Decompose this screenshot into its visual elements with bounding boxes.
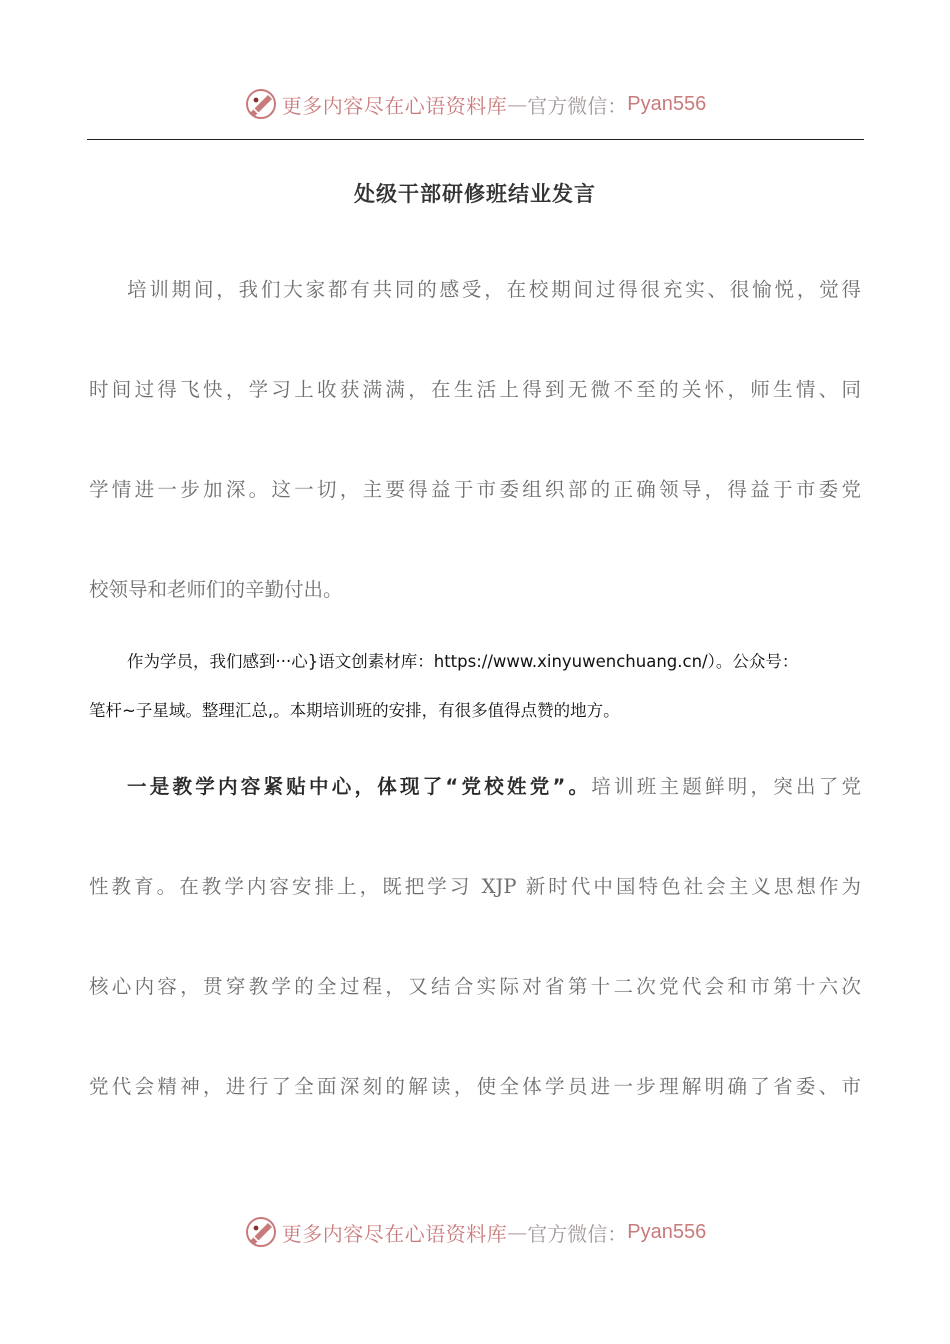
para1-line-3: 学情进一步加深。这一切，主要得益于市委组织部的正确领导，得益于市委党 <box>89 478 861 501</box>
page-header <box>0 82 950 126</box>
header-wechat-label: 官方微信： <box>527 93 628 118</box>
page-footer <box>0 1210 950 1254</box>
para1-line-2: 时间过得飞快，学习上收获满满，在生活上得到无微不至的关怀，师生情、同 <box>89 378 861 401</box>
para3-line-3: 核心内容，贯穿教学的全过程，又结合实际对省第十二次党代会和市第十六次 <box>89 975 861 998</box>
para3-line-2: 性教育。在教学内容安排上，既把学习 XJP 新时代中国特色社会主义思想作为 <box>89 875 861 898</box>
footer-separator: — <box>507 1220 528 1244</box>
footer-brand <box>244 1215 706 1249</box>
header-separator: — <box>507 92 528 116</box>
para2-line-2: 笔杆~子星域。整理汇总,。本期培训班的安排，有很多值得点赞的地方。 <box>89 701 620 720</box>
para3-line-1-text: 培训班主题鲜明，突出了党 <box>591 775 861 798</box>
para3-line-4: 党代会精神，进行了全面深刻的解读，使全体学员进一步理解明确了省委、市 <box>89 1075 861 1098</box>
footer-wechat-id: Pyan556 <box>627 1220 707 1243</box>
pen-logo-icon <box>244 1215 278 1249</box>
para2-line-1: 作为学员，我们感到···心}语文创素材库：https://www.xinyuwenchuang.cn/）。公众号： <box>127 652 799 671</box>
header-divider <box>87 139 864 140</box>
para1-line-1: 培训期间，我们大家都有共同的感受，在校期间过得很充实、很愉悦，觉得 <box>127 278 861 301</box>
para3-bold-lead: 一是教学内容紧贴中心，体现了“党校姓党”。 <box>127 775 592 798</box>
header-brand <box>244 87 706 121</box>
pen-logo-icon <box>244 87 278 121</box>
document-title: 处级干部研修班结业发言 <box>354 182 596 206</box>
para1-line-4: 校领导和老师们的辛勤付出。 <box>89 578 343 601</box>
header-wechat-id: Pyan556 <box>627 92 707 115</box>
footer-wechat-label: 官方微信： <box>527 1221 628 1246</box>
footer-brand-text: 更多内容尽在心语资料库 <box>281 1221 508 1246</box>
header-brand-text: 更多内容尽在心语资料库 <box>281 93 508 118</box>
para3-line-1 <box>127 771 861 799</box>
